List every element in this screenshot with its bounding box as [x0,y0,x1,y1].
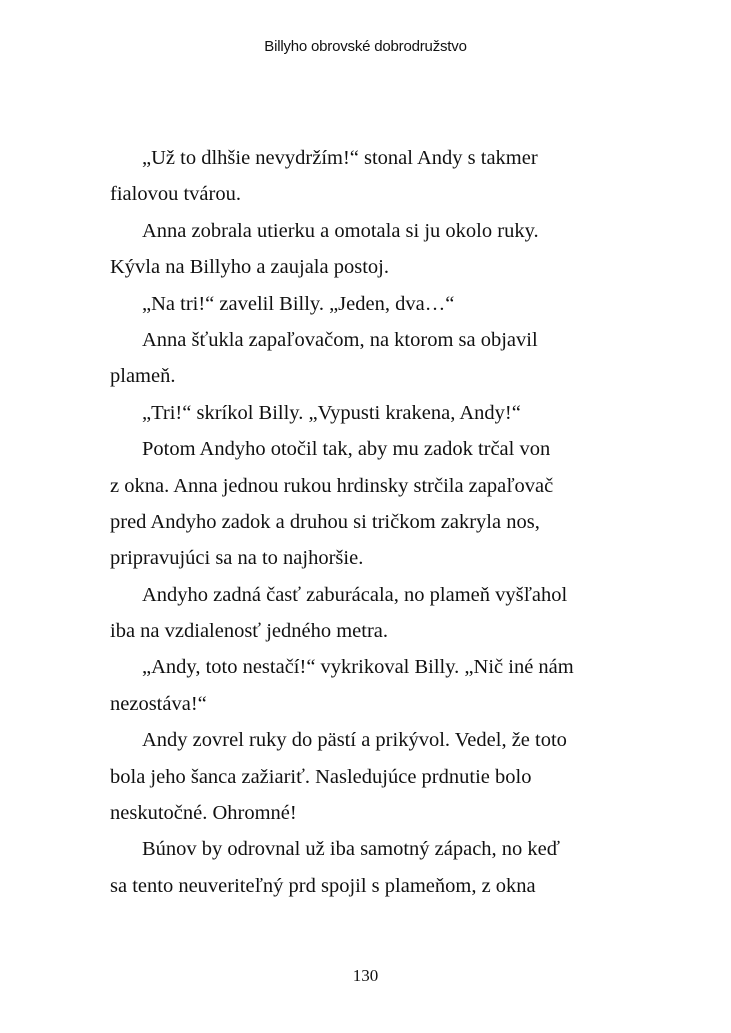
text-line: bola jeho šanca zažiariť. Nasledujúce prdnutie bolo [110,765,532,788]
text-line: Búnov by odrovnal už iba samotný zápach, no keď [142,838,561,861]
page-body-text [110,140,630,904]
text-line: Anna zobrala utierku a omotala si ju okolo ruky. [142,219,539,242]
text-line: neskutočné. Ohromné! [110,802,297,825]
text-line: pred Andyho zadok a druhou si tričkom zakryla nos, [110,510,540,533]
text-line: iba na vzdialenosť jedného metra. [110,620,389,643]
text-line: plameň. [110,365,176,388]
text-line: Andy zovrel ruky do pästí a prikývol. Vedel, že toto [142,729,567,752]
text-line: fialovou tvárou. [110,183,241,206]
text-line: Andyho zadná časť zaburácala, no plameň vyšľahol [142,583,568,606]
text-line: „Na tri!“ zavelil Billy. „Jeden, dva…“ [142,292,455,315]
page-number: 130 [352,966,379,985]
text-line: pripravujúci sa na to najhoršie. [110,547,364,570]
text-line: Anna šťukla zapaľovačom, na ktorom sa objavil [142,328,538,351]
text-line: sa tento neuveriteľný prd spojil s plameňom, z okna [110,874,536,897]
text-line: nezostáva!“ [110,692,207,715]
text-line: Kývla na Billyho a zaujala postoj. [110,256,389,279]
text-line: „Tri!“ skríkol Billy. „Vypusti krakena, Andy!“ [142,401,521,424]
text-line: Potom Andyho otočil tak, aby mu zadok trčal von [142,438,551,461]
text-line: z okna. Anna jednou rukou hrdinsky strčila zapaľovač [110,474,554,497]
running-header-title: Billyho obrovské dobrodružstvo [264,38,467,55]
text-line: „Andy, toto nestačí!“ vykrikoval Billy. „Nič iné nám [142,656,574,679]
text-line: „Už to dlhšie nevydržím!“ stonal Andy s takmer [142,147,538,169]
